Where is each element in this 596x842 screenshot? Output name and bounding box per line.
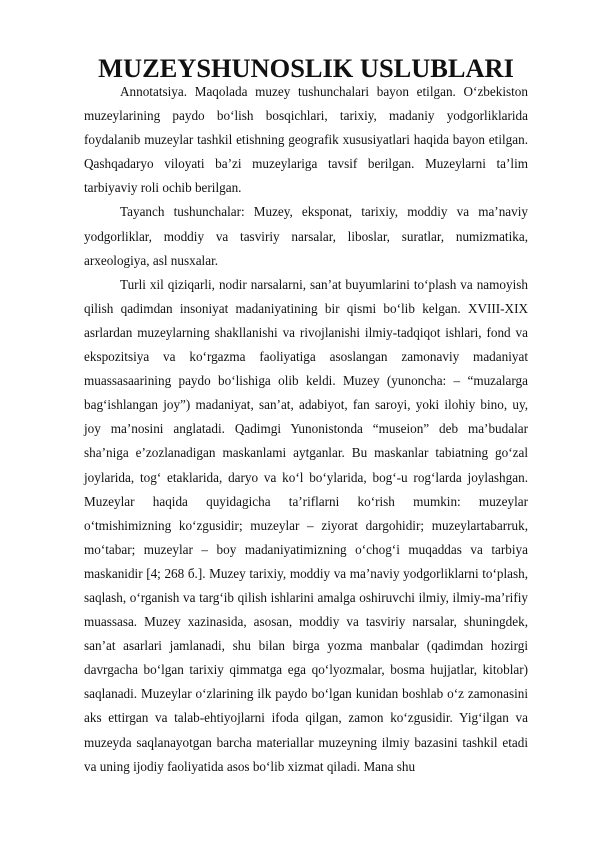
keywords-paragraph: Tayanch tushunchalar: Muzey, eksponat, tarixiy, moddiy va ma’naviy yodgorliklar, moddiy va tasviriy narsalar, liboslar, suratlar, numizmatika, arxeologiya, asl nusxalar. <box>84 204 528 268</box>
document-page <box>84 53 528 779</box>
body-paragraph: Turli xil qiziqarli, nodir narsalarni, san’at buyumlarini to‘plash va namoyish qilish qadimdan insoniyat madaniyatining bir qismi bo‘lib kelgan. XVIII-XIX asrlardan muzeylarning shakllanishi va rivojlanishi ilmiy-tadqiqot ishlari, fond va ekspozitsiya va ko‘rgazma faoliyatiga asoslangan zamonaviy madaniyat muassasaarining paydo bo‘lishiga olib keldi. Muzey (yunoncha: – “muzalarga bag‘ishlangan joy”) madaniyat, san’at, adabiyot, fan saroyi, yoki ilohiy bino, uy, joy ma’nosini anglatadi. Qadimgi Yunonistonda “museion” deb ma’budalar sha’niga e’zozlanadigan maskanlami aytganlar. Bu maskanlar tabiatning go‘zal joylarida, tog‘ etaklarida, daryo va ko‘l bo‘ylarida, bog‘-u rog‘larda joylashgan. Muzeylar haqida quyidagicha ta’riflarni ko‘rish mumkin: muzeylar o‘tmishimizning ko‘zgusidir; muzeylar – ziyorat dargohidir; muzeylartabarruk, mo‘tabar; muzeylar – boy madaniyatimizning o‘chog‘i muqaddas va tarbiya maskanidir [4; 268 б.]. Muzey tarixiy, moddiy va ma’naviy yodgorliklarni to‘plash, saqlash, o‘rganish va targ‘ib qilish ishlarini amalga oshiruvchi ilmiy, ilmiy-ma’rifiy muassasa. Muzey xazinasida, asosan, moddiy va tasviriy narsalar, shuningdek, san’at asarlari jamlanadi, shu bilan birga yozma manbalar (qadimdan hozirgi davrgacha bo‘lgan tarixiy qimmatga ega qo‘lyozmalar, bosma hujjatlar, kitoblar) saqlanadi. Muzeylar o‘zlarining ilk paydo bo‘lgan kunidan boshlab o‘z zamonasini aks ettirgan va talab-ehtiyojlarni ifoda qilgan, zamon ko‘zgusidir. Yig‘ilgan va muzeyda saqlanayotgan barcha materiallar muzeyning ilmiy bazasini tashkil etadi va uning ijodiy faoliyatida asos bo‘lib xizmat qiladi. Mana shu <box>84 276 528 774</box>
document-title: MUZEYSHUNOSLIK USLUBLARI <box>98 53 514 83</box>
abstract-paragraph: Annotatsiya. Maqolada muzey tushunchalari bayon etilgan. O‘zbekiston muzeylarining paydo bo‘lish bosqichlari, tarixiy, madaniy yodgorliklarida foydalanib muzeylar tashkil etishning geografik xususiyatlari haqida bayon etilgan. Qashqadaryo viloyati ba’zi muzeylariga tavsif berilgan. Muzeylarni ta’lim tarbiyaviy roli ochib berilgan. <box>84 84 528 196</box>
